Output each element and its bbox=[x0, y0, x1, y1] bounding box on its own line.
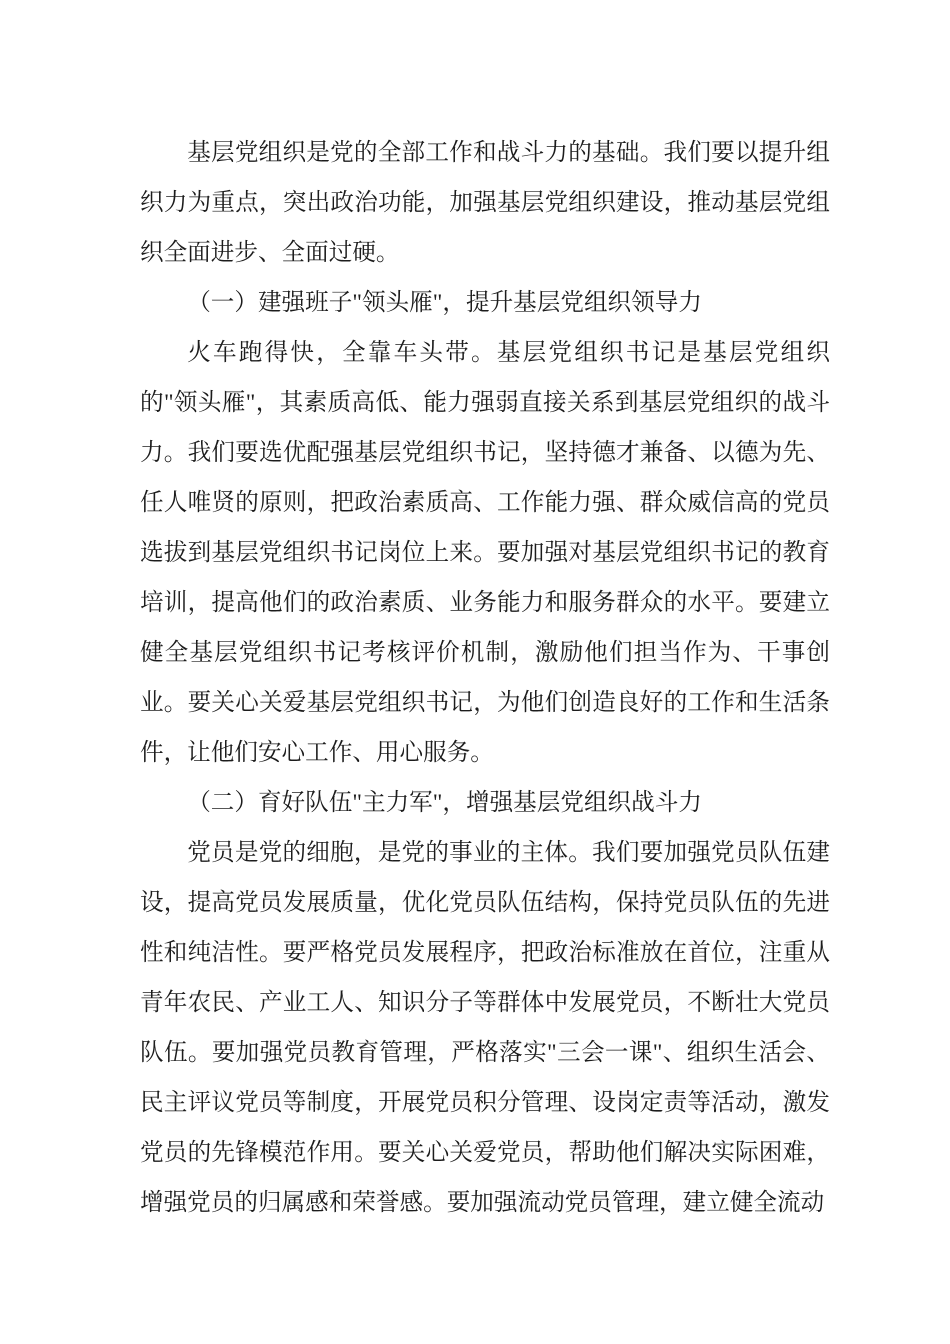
heading-section-2: （二）育好队伍"主力军"，增强基层党组织战斗力 bbox=[187, 790, 702, 816]
heading-section-1: （一）建强班子"领头雁"，提升基层党组织领导力 bbox=[187, 290, 702, 316]
paragraph-section-1: 火车跑得快，全靠车头带。基层党组织书记是基层党组织的"领头雁"，其素质高低、能力强弱直接关系到基层党组织的战斗力。我们要选优配强基层党组织书记，坚持德才兼备、以德为先、任人唯贤的原则，把政治素质高、工作能力强、群众威信高的党员选拔到基层党组织书记岗位上来。要加强对基层党组织书记的教育培训，提高他们的政治素质、业务能力和服务群众的水平。要建立健全基层党组织书记考核评价机制，激励他们担当作为、干事创业。要关心关爱基层党组织书记，为他们创造良好的工作和生活条件，让他们安心工作、用心服务。 bbox=[140, 340, 830, 766]
document-body bbox=[140, 128, 830, 1228]
paragraph-section-2: 党员是党的细胞，是党的事业的主体。我们要加强党员队伍建设，提高党员发展质量，优化党员队伍结构，保持党员队伍的先进性和纯洁性。要严格党员发展程序，把政治标准放在首位，注重从青年农民、产业工人、知识分子等群体中发展党员，不断壮大党员队伍。要加强党员教育管理，严格落实"三会一课"、组织生活会、民主评议党员等制度，开展党员积分管理、设岗定责等活动，激发党员的先锋模范作用。要关心关爱党员，帮助他们解决实际困难，增强党员的归属感和荣誉感。要加强流动党员管理，建立健全流动 bbox=[140, 840, 830, 1216]
paragraph-intro: 基层党组织是党的全部工作和战斗力的基础。我们要以提升组织力为重点，突出政治功能，加强基层党组织建设，推动基层党组织全面进步、全面过硬。 bbox=[140, 140, 830, 266]
